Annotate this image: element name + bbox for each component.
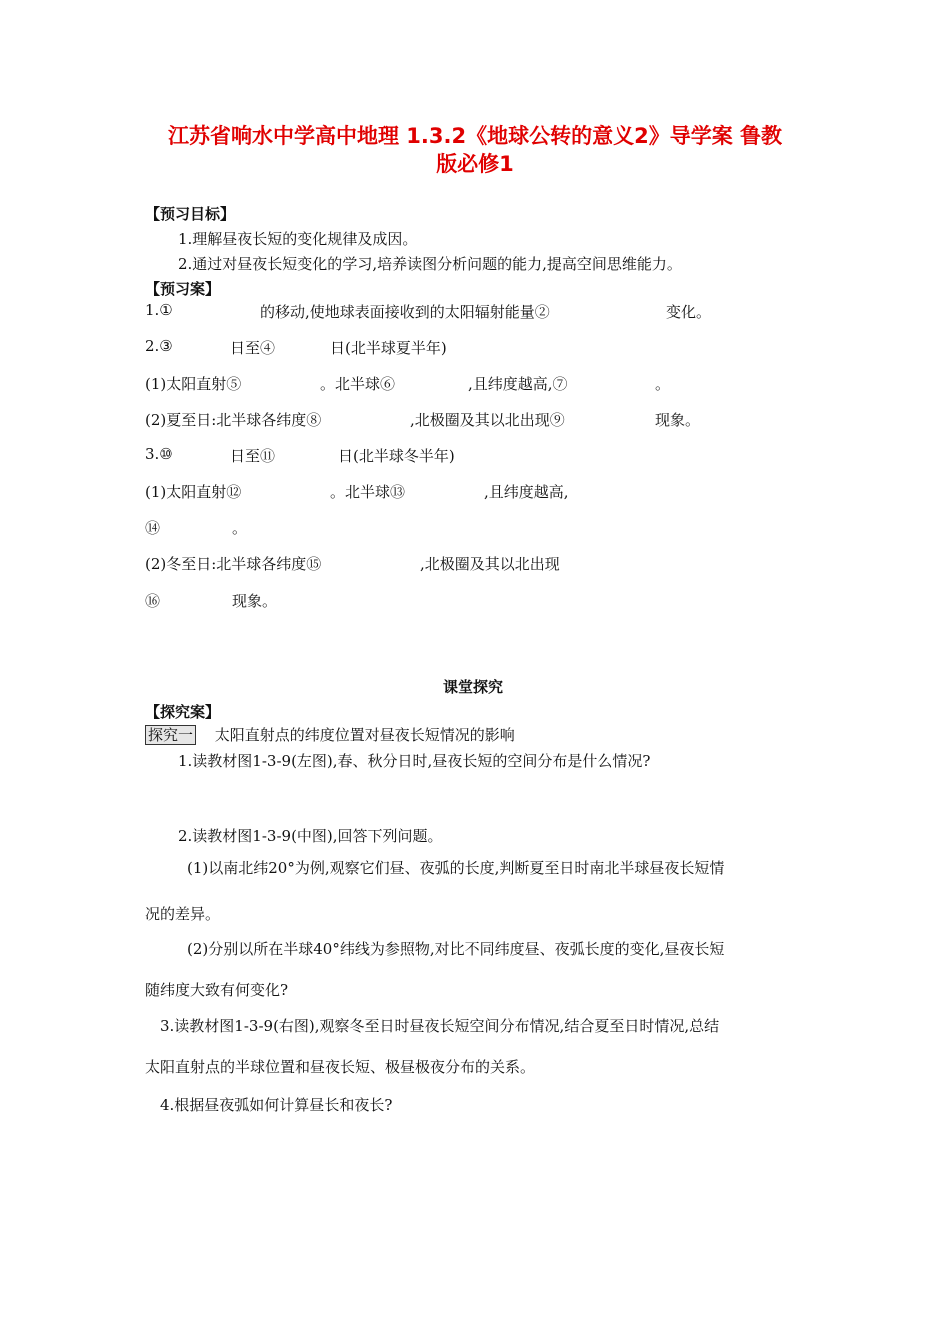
q3-1-part-b: 。北半球⑬ [330, 483, 406, 501]
explore-q2-2-line1: (2)分别以所在半球40°纬线为参照物,对比不同纬度昼、夜弧长度的变化,昼夜长短 [187, 940, 725, 958]
q3-1b-part-b: 。 [232, 519, 248, 537]
goal-1: 1.理解昼夜长短的变化规律及成因。 [178, 230, 418, 248]
explore-heading: 【探究案】 [145, 703, 221, 721]
q1-part-a: 1.① [145, 301, 173, 319]
q2-1-part-d: 。 [655, 375, 671, 393]
q3-1b-part-a: ⑭ [145, 519, 161, 537]
goal-2: 2.通过对昼夜长短变化的学习,培养读图分析问题的能力,提高空间思维能力。 [178, 255, 682, 273]
q2-1-part-b: 。北半球⑥ [320, 375, 396, 393]
explore-one-box: 探究一 [145, 725, 196, 745]
q2-1-part-a: (1)太阳直射⑤ [145, 375, 242, 393]
explore-q2-2-line2: 随纬度大致有何变化? [145, 981, 289, 999]
explore-one-row [145, 724, 515, 745]
q3-2-part-a: (2)冬至日:北半球各纬度⑮ [145, 555, 322, 573]
explore-q2-1-line2: 况的差异。 [145, 905, 221, 923]
q3-2b-part-a: ⑯ [145, 592, 161, 610]
preview-goal-heading: 【预习目标】 [145, 205, 236, 223]
preview-case-heading: 【预习案】 [145, 280, 221, 298]
q2-2-part-a: (2)夏至日:北半球各纬度⑧ [145, 411, 322, 429]
q2-2-part-b: ,北极圈及其以北出现⑨ [410, 411, 565, 429]
q3-1-part-a: (1)太阳直射⑫ [145, 483, 242, 501]
q2-part-c: 日(北半球夏半年) [330, 339, 447, 357]
explore-q3-line2: 太阳直射点的半球位置和昼夜长短、极昼极夜分布的关系。 [145, 1058, 536, 1076]
q2-part-b: 日至④ [230, 339, 276, 357]
q3-part-a: 3.⑩ [145, 445, 173, 463]
explore-q3-line1: 3.读教材图1-3-9(右图),观察冬至日时昼夜长短空间分布情况,结合夏至日时情况,总结 [160, 1017, 720, 1035]
explore-q4: 4.根据昼夜弧如何计算昼长和夜长? [160, 1096, 393, 1114]
explore-q2-1-line1: (1)以南北纬20°为例,观察它们昼、夜弧的长度,判断夏至日时南北半球昼夜长短情 [187, 859, 725, 877]
explore-topic: 太阳直射点的纬度位置对昼夜长短情况的影响 [214, 726, 515, 744]
section-title: 课堂探究 [443, 678, 504, 696]
q2-2-part-c: 现象。 [655, 411, 701, 429]
q3-part-c: 日(北半球冬半年) [338, 447, 455, 465]
explore-q2: 2.读教材图1-3-9(中图),回答下列问题。 [178, 827, 443, 845]
q2-1-part-c: ,且纬度越高,⑦ [468, 375, 568, 393]
q3-part-b: 日至⑪ [230, 447, 276, 465]
q3-2-part-b: ,北极圈及其以北出现 [420, 555, 560, 573]
q2-part-a: 2.③ [145, 337, 173, 355]
doc-title-line1: 江苏省响水中学高中地理 1.3.2《地球公转的意义2》导学案 鲁教 [167, 124, 783, 148]
q3-1-part-c: ,且纬度越高, [484, 483, 569, 501]
q3-2b-part-b: 现象。 [232, 592, 278, 610]
q1-part-c: 变化。 [666, 303, 712, 321]
explore-q1: 1.读教材图1-3-9(左图),春、秋分日时,昼夜长短的空间分布是什么情况? [178, 752, 651, 770]
doc-title-line2: 版必修1 [436, 152, 514, 176]
q1-part-b: 的移动,使地球表面接收到的太阳辐射能量② [260, 303, 550, 321]
